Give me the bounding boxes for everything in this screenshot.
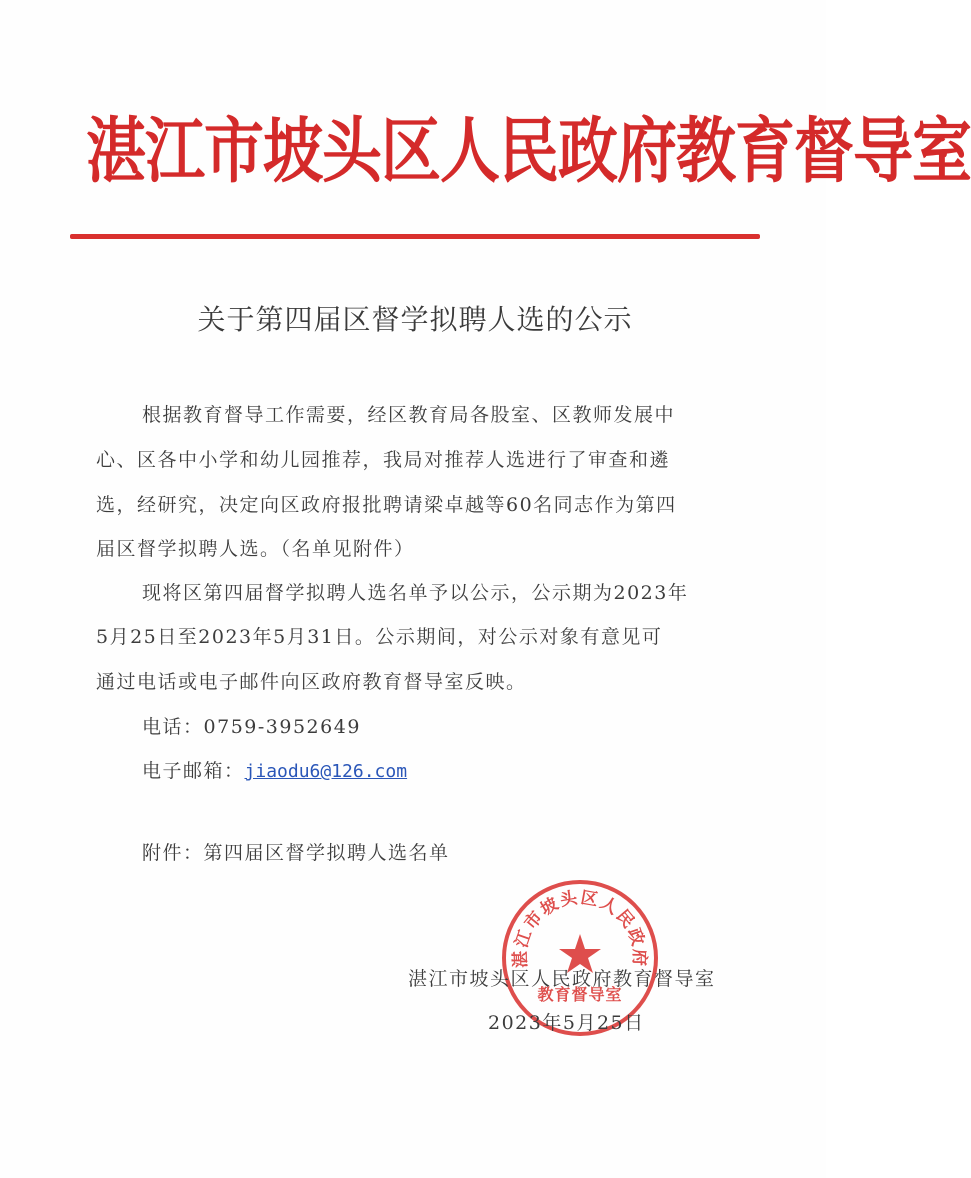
phone-line	[142, 712, 361, 742]
organization-header: 湛江市坡头区人民政府教育督导室	[86, 110, 971, 194]
phone-label: 电话：	[142, 716, 204, 738]
paragraph1-line: 心、区各中小学和幼儿园推荐，我局对推荐人选进行了审查和遴	[96, 449, 671, 471]
attachment-line: 附件：第四届区督学拟聘人选名单	[142, 842, 450, 864]
paragraph1-line: 届区督学拟聘人选。（名单见附件）	[96, 538, 415, 560]
header-divider	[70, 234, 760, 239]
seal-inner-text: 教育督导室	[537, 985, 623, 1004]
email-line	[142, 756, 407, 787]
phone-number: 0759-3952649	[203, 716, 361, 738]
seal-outer-text: 湛江市坡头区人民政府	[510, 887, 650, 969]
paragraph1-line: 选，经研究，决定向区政府报批聘请梁卓越等60名同志作为第四	[96, 494, 677, 516]
email-link[interactable]: jiaodu6@126.com	[244, 761, 408, 782]
issue-date: 2023年5月25日	[488, 1012, 645, 1034]
email-label: 电子邮箱：	[142, 760, 245, 782]
paragraph1-line: 根据教育督导工作需要，经区教育局各股室、区教师发展中	[142, 404, 676, 426]
notice-title: 关于第四届区督学拟聘人选的公示	[197, 303, 633, 336]
paragraph2-line: 现将区第四届督学拟聘人选名单予以公示，公示期为2023年	[142, 582, 689, 604]
paragraph2-line: 5月25日至2023年5月31日。公示期间，对公示对象有意见可	[96, 626, 663, 648]
issuer-signature: 湛江市坡头区人民政府教育督导室	[408, 968, 716, 990]
paragraph2-line: 通过电话或电子邮件向区政府教育督导室反映。	[96, 671, 527, 693]
